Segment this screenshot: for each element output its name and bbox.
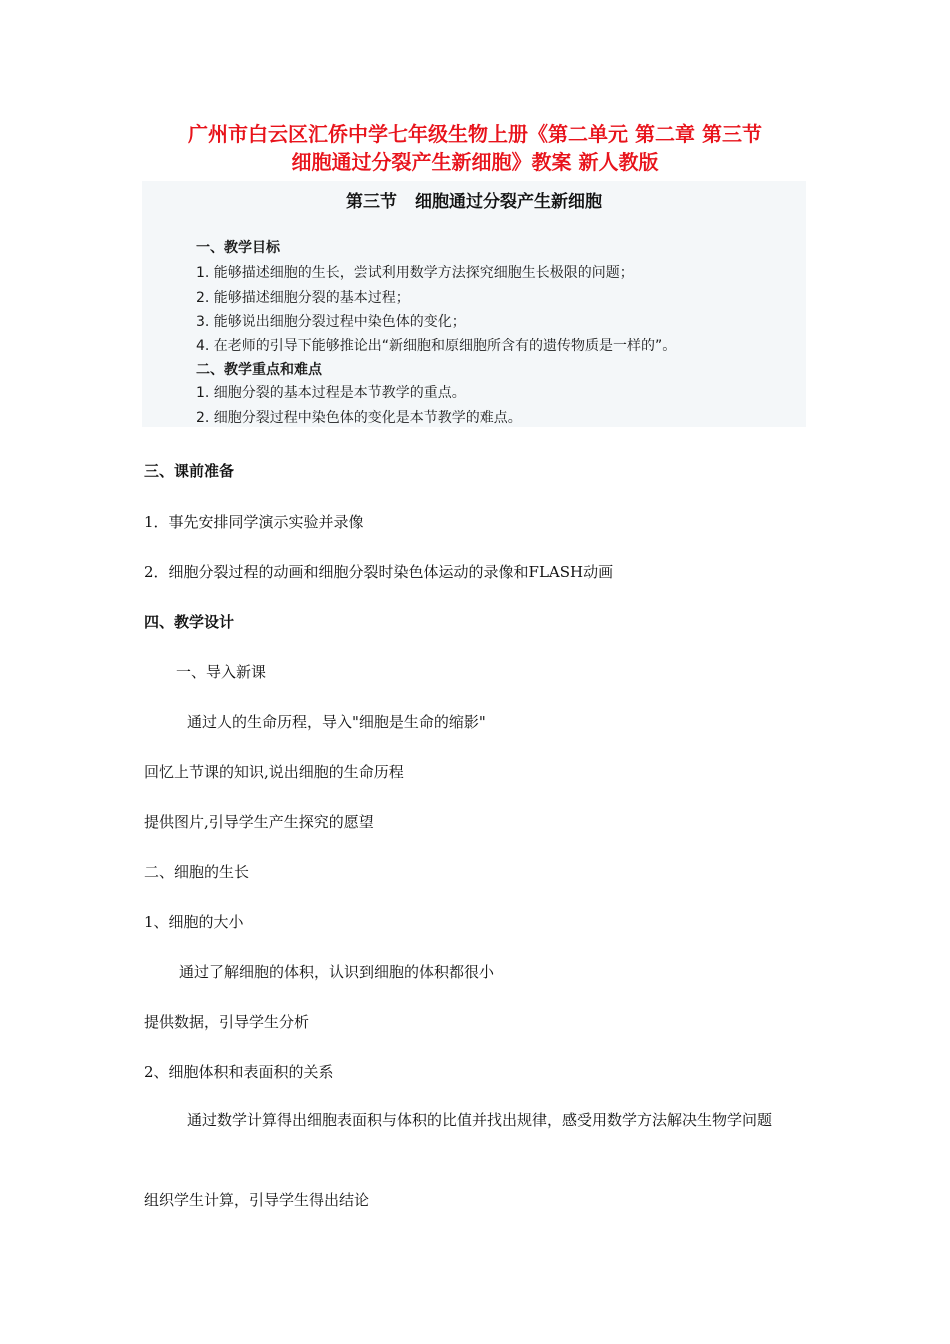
size-heading: 1、细胞的大小 xyxy=(144,913,244,931)
key-point-2: 2. 细胞分裂过程中染色体的变化是本节教学的难点。 xyxy=(196,410,522,426)
design-heading: 四、教学设计 xyxy=(144,613,235,631)
prep-item-2: 2．细胞分裂过程的动画和细胞分裂时染色体运动的录像和FLASH动画 xyxy=(144,563,614,581)
growth-heading: 二、细胞的生长 xyxy=(144,863,250,881)
goal-item-4: 4. 在老师的引导下能够推论出“新细胞和原细胞所含有的遗传物质是一样的”。 xyxy=(196,338,677,354)
ratio-text: 通过数学计算得出细胞表面积与体积的比值并找出规律，感受用数学方法解决生物学问题 xyxy=(187,1111,773,1129)
intro-heading: 一、导入新课 xyxy=(176,663,267,681)
conclusion-text: 组织学生计算，引导学生得出结论 xyxy=(144,1191,370,1209)
section-heading: 第三节 细胞通过分裂产生新细胞 xyxy=(346,192,602,212)
goal-item-1: 1. 能够描述细胞的生长，尝试利用数学方法探究细胞生长极限的问题； xyxy=(196,265,634,281)
document-title-line-2: 细胞通过分裂产生新细胞》教案 新人教版 xyxy=(291,150,659,174)
pictures-text: 提供图片,引导学生产生探究的愿望 xyxy=(144,813,374,831)
goal-item-2: 2. 能够描述细胞分裂的基本过程； xyxy=(196,290,410,306)
intro-text: 通过人的生命历程，导入"细胞是生命的缩影" xyxy=(187,713,486,731)
prep-heading: 三、课前准备 xyxy=(144,462,235,480)
ratio-heading: 2、细胞体积和表面积的关系 xyxy=(144,1063,334,1081)
goals-heading: 一、教学目标 xyxy=(196,240,280,256)
goal-item-3: 3. 能够说出细胞分裂过程中染色体的变化； xyxy=(196,314,466,330)
document-title xyxy=(120,120,830,176)
key-points-heading: 二、教学重点和难点 xyxy=(196,362,322,378)
document-title-line-1: 广州市白云区汇侨中学七年级生物上册《第二单元 第二章 第三节 xyxy=(188,122,762,146)
embedded-lesson-image xyxy=(142,181,806,427)
key-point-1: 1. 细胞分裂的基本过程是本节教学的重点。 xyxy=(196,385,466,401)
size-text: 通过了解细胞的体积，认识到细胞的体积都很小 xyxy=(179,963,495,981)
recall-text: 回忆上节课的知识,说出细胞的生命历程 xyxy=(144,763,404,781)
prep-item-1: 1．事先安排同学演示实验并录像 xyxy=(144,513,364,531)
data-text: 提供数据，引导学生分析 xyxy=(144,1013,310,1031)
